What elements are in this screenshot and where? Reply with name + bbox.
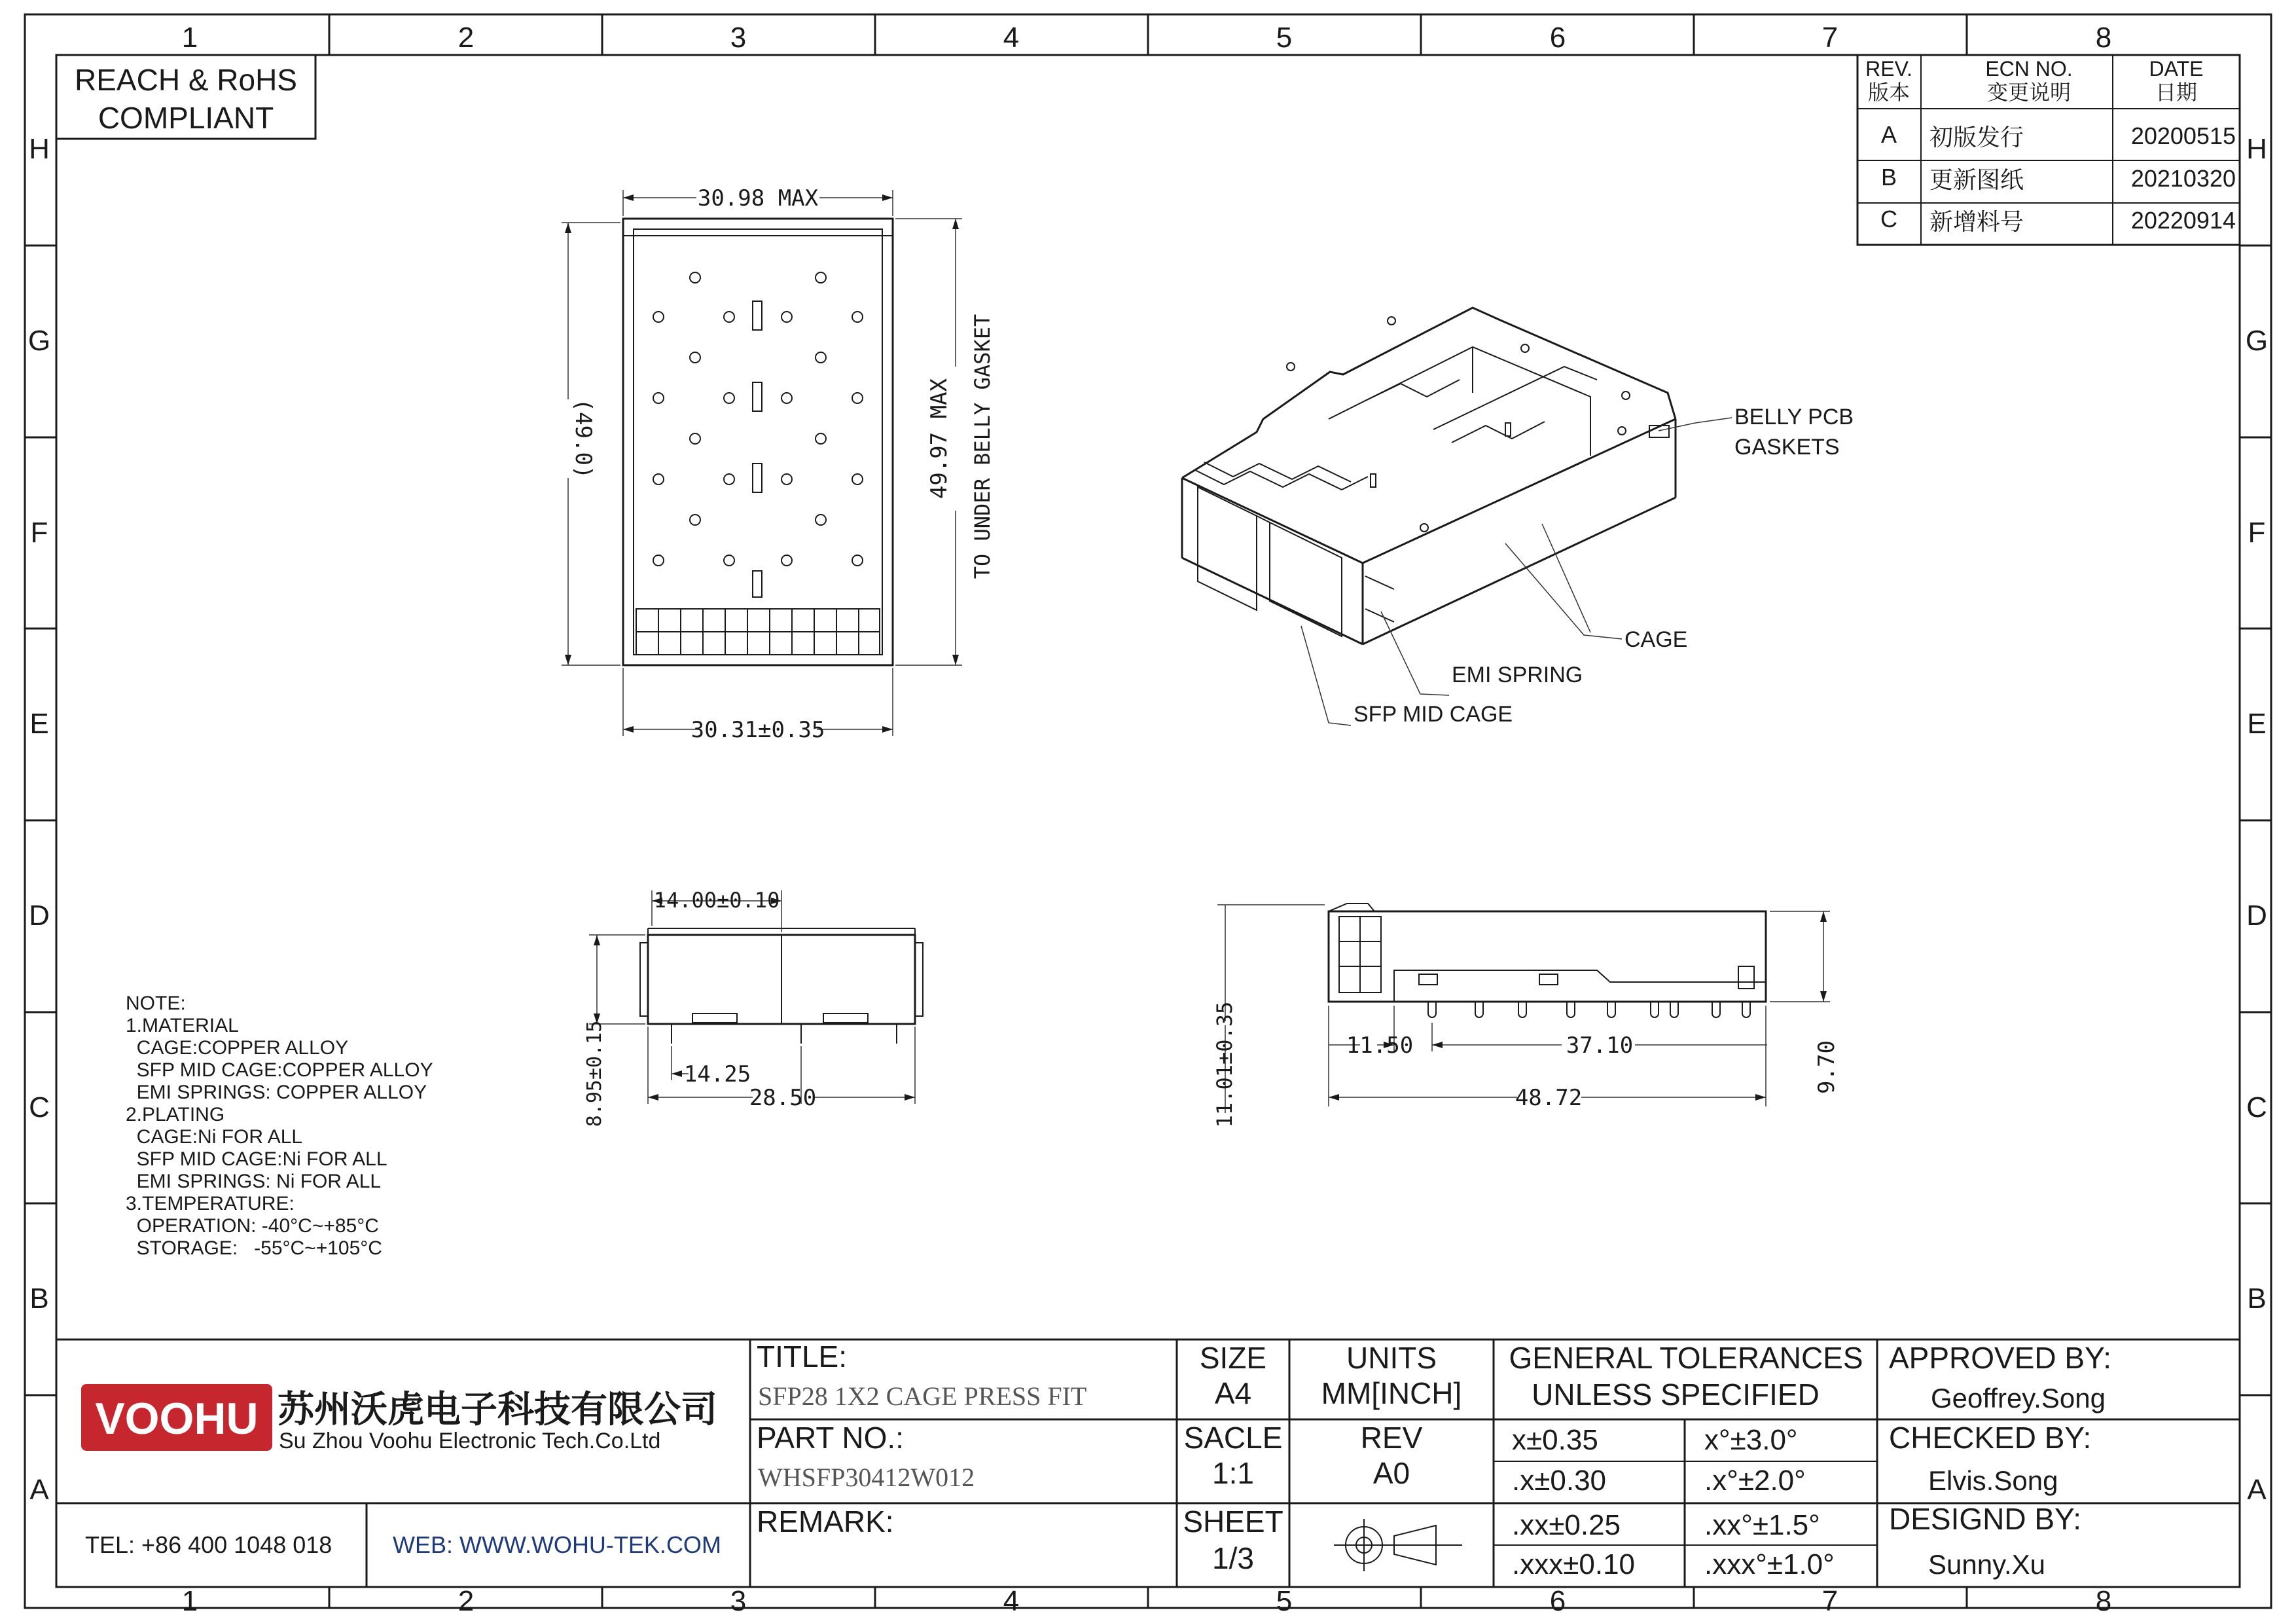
dim-overall-length: (49.0) [570,398,596,479]
tolerance-heading-1: GENERAL TOLERANCES [1509,1341,1863,1375]
tolerance-angular: .xx°±1.5° [1704,1509,1820,1541]
approved-name: Geoffrey.Song [1931,1383,2106,1413]
row-label: H [2246,133,2267,165]
top-view-holes [653,272,863,597]
compliance-line-1: REACH & RoHS [75,63,297,97]
rev-row-rev: A [1880,121,1897,148]
note-line: SFP MID CAGE:Ni FOR ALL [126,1148,387,1170]
row-label: E [29,708,49,740]
company-web[interactable]: WEB: WWW.WOHU-TEK.COM [393,1531,721,1558]
row-label: E [2247,708,2267,740]
note-line: CAGE:Ni FOR ALL [126,1126,303,1148]
top-view-drawing [562,185,995,743]
note-line: 2.PLATING [126,1104,225,1125]
note-line: EMI SPRINGS: Ni FOR ALL [126,1171,382,1192]
rev-row-rev: B [1880,164,1897,191]
col-label: 4 [1003,22,1020,54]
dim-length-note: TO UNDER BELLY GASKET [970,314,995,579]
dim-side-mid: 37.10 [1566,1032,1634,1059]
note-line: SFP MID CAGE:COPPER ALLOY [126,1059,433,1081]
rev-value: A0 [1372,1456,1410,1490]
dim-front-width: 28.50 [749,1085,817,1111]
scale-value: 1:1 [1212,1456,1254,1490]
compliance-line-2: COMPLIANT [98,101,274,135]
col-label: 2 [457,22,475,54]
date-header-cn: 日期 [2155,81,2198,104]
row-label: F [2248,517,2266,549]
row-label: H [29,133,50,165]
row-label: A [2247,1474,2267,1506]
sheet-label: SHEET [1183,1504,1283,1539]
size-value: A4 [1214,1376,1252,1410]
row-label: F [30,517,48,549]
rev-row-desc: 初版发行 [1929,124,2024,151]
rev-row-rev: C [1880,206,1897,232]
dim-side-front: 11.50 [1346,1032,1414,1059]
note-line: 1.MATERIAL [126,1015,239,1036]
ecn-header-en: ECN NO. [1985,57,2073,81]
note-line: NOTE: [126,993,186,1014]
dim-top-width: 30.98 MAX [697,185,819,211]
notes-block [126,993,433,1259]
title-value: SFP28 1X2 CAGE PRESS FIT [758,1381,1087,1411]
tolerance-linear: .xxx±0.10 [1512,1548,1636,1580]
projection-symbol-icon [1334,1519,1462,1571]
dim-front-height: 8.95±0.15 [583,1020,606,1127]
col-label: 5 [1276,22,1293,54]
callout-emi-spring: EMI SPRING [1452,663,1583,687]
row-label: C [29,1091,50,1123]
callout-cage: CAGE [1624,627,1688,652]
col-label: 1 [181,1585,198,1617]
dim-side-total-height: 11.01±0.35 [1212,1001,1237,1128]
date-header-en: DATE [2149,57,2204,81]
col-label: 1 [181,22,198,54]
rev-row-desc: 新增料号 [1929,208,2024,235]
tolerance-linear: x±0.35 [1512,1424,1598,1456]
checked-name: Elvis.Song [1928,1465,2058,1496]
drawing-frame [25,14,2271,1617]
title-block [56,1340,2240,1587]
ecn-header-cn: 变更说明 [1986,81,2072,104]
remark-label: REMARK: [757,1504,894,1539]
row-label: A [29,1474,49,1506]
callout-gaskets: GASKETS [1734,435,1840,460]
dim-max-length: 49.97 MAX [926,378,952,500]
row-label: D [2246,900,2267,932]
designed-label: DESIGND BY: [1889,1502,2081,1536]
company-tel: TEL: +86 400 1048 018 [85,1531,332,1558]
callout-belly-pcb: BELLY PCB [1734,405,1854,429]
units-value: MM[INCH] [1321,1376,1462,1410]
col-label: 4 [1003,1585,1020,1617]
company-logo [81,1384,272,1451]
rev-label: REV [1360,1421,1423,1455]
col-label: 8 [2095,1585,2112,1617]
dim-bottom-width: 30.31±0.35 [691,717,825,743]
tolerance-heading-2: UNLESS SPECIFIED [1532,1377,1820,1412]
col-label: 7 [1821,22,1839,54]
col-label: 2 [457,1585,475,1617]
units-label: UNITS [1346,1341,1437,1375]
top-view-springs [636,609,880,655]
row-label: B [2247,1283,2267,1315]
tolerance-angular: .xxx°±1.0° [1704,1548,1835,1580]
compliance-box [56,55,315,139]
revision-table [1857,55,2240,245]
tolerance-angular: .x°±2.0° [1704,1465,1806,1497]
company-name-en: Su Zhou Voohu Electronic Tech.Co.Ltd [279,1429,661,1453]
checked-label: CHECKED BY: [1889,1421,2092,1455]
callout-sfp-mid-cage: SFP MID CAGE [1354,702,1513,727]
part-no-label: PART NO.: [757,1421,904,1455]
note-line: CAGE:COPPER ALLOY [126,1037,349,1059]
col-label: 5 [1276,1585,1293,1617]
row-label: D [29,900,50,932]
row-label: G [27,325,51,357]
rev-header-cn: 版本 [1867,81,1910,104]
rev-row-date: 20220914 [2130,207,2236,234]
col-label: 3 [730,22,747,54]
row-label: G [2245,325,2269,357]
title-label: TITLE: [757,1340,848,1374]
note-line: 3.TEMPERATURE: [126,1193,295,1214]
dim-front-top: 14.00±0.10 [653,888,780,913]
rev-header-en: REV. [1865,57,1912,81]
col-label: 3 [730,1585,747,1617]
note-line: STORAGE: -55°C~+105°C [126,1237,382,1259]
part-no-value: WHSFP30412W012 [758,1463,975,1492]
col-label: 7 [1821,1585,1839,1617]
tolerance-linear: .xx±0.25 [1512,1509,1621,1541]
rev-row-desc: 更新图纸 [1929,166,2024,193]
tolerance-angular: x°±3.0° [1704,1424,1798,1456]
side-view-drawing [1212,903,1840,1127]
col-label: 6 [1549,22,1566,54]
note-line: OPERATION: -40°C~+85°C [126,1215,379,1237]
col-label: 8 [2095,22,2112,54]
scale-label: SACLE [1183,1421,1283,1455]
row-label: C [2246,1091,2267,1123]
size-label: SIZE [1199,1341,1267,1375]
isometric-view-drawing [1182,308,1854,727]
dim-front-pitch: 14.25 [683,1061,751,1087]
dim-side-height: 9.70 [1814,1040,1840,1094]
rev-row-date: 20210320 [2130,165,2236,192]
note-line: EMI SPRINGS: COPPER ALLOY [126,1082,427,1103]
dim-side-length: 48.72 [1515,1085,1583,1111]
logo-text: VOOHU [95,1394,259,1444]
sheet-value: 1/3 [1212,1541,1254,1575]
col-label: 6 [1549,1585,1566,1617]
approved-label: APPROVED BY: [1889,1341,2112,1375]
rev-row-date: 20200515 [2130,122,2236,149]
designed-name: Sunny.Xu [1928,1549,2046,1580]
tolerance-linear: .x±0.30 [1512,1465,1607,1497]
row-label: B [29,1283,49,1315]
front-view-drawing [583,888,923,1127]
company-name-cn: 苏州沃虎电子科技有限公司 [278,1389,717,1430]
